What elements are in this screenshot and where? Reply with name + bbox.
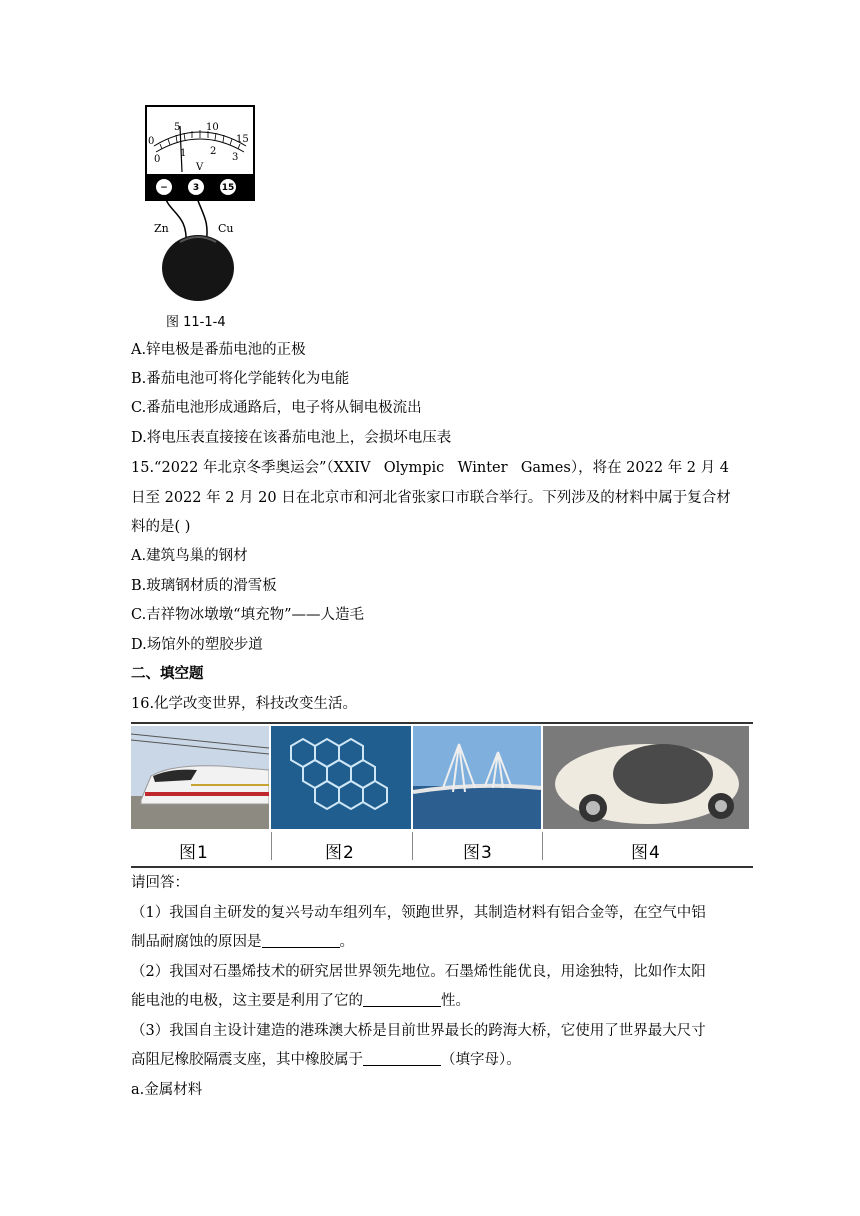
q15-option-d: D.场馆外的塑胶步道 [131,637,263,653]
meter-top-tick-2: 10 [206,122,219,133]
voltmeter-tomato-figure [140,104,266,304]
figure-caption: 图 11-1-4 [166,315,226,330]
q16-choice-a: a.金属材料 [131,1082,203,1098]
q16-part2-line2: 能电池的电极，这主要是利用了它的 性。 [131,993,470,1009]
q15-stem-word: 15.“2022 年北京冬季奥运会”（XXIV [131,460,371,476]
photo-label-1: 图1 [179,843,209,863]
terminal-negative: − [160,183,168,193]
photo-label-4: 图4 [631,843,661,863]
meter-bottom-tick-3: 3 [232,152,239,163]
meter-bottom-tick-2: 2 [210,146,217,157]
q16-stem: 16.化学改变世界，科技改变生活。 [131,696,358,712]
q16-part2-line1: （2）我国对石墨烯技术的研究居世界领先地位。石墨烯性能优良，用途独特，比如作太阳 [131,964,706,980]
meter-bottom-tick-1: 1 [180,148,187,159]
q15-stem-line1 [131,458,729,478]
q14-option-b: B.番茄电池可将化学能转化为电能 [131,371,350,387]
q16-photo-strip [131,722,753,868]
q15-stem-word: Winter [457,460,508,476]
meter-top-tick-3: 15 [236,134,249,145]
copper-label: Cu [218,222,234,235]
q16-part3-line1: （3）我国自主设计建造的港珠澳大桥是目前世界最长的跨海大桥，它使用了世界最大尺寸 [131,1023,706,1039]
meter-unit: V [196,162,204,173]
q14-option-d: D.将电压表直接接在该番茄电池上，会损坏电压表 [131,430,452,446]
q15-option-c: C.吉祥物冰墩墩“填充物”——人造毛 [131,607,365,623]
tomato-icon [162,235,234,301]
bridge-photo [413,726,541,829]
terminal-15: 15 [221,183,235,193]
photo-label-2: 图2 [325,843,355,863]
q16-part1-line1: （1）我国自主研发的复兴号动车组列车，领跑世界，其制造材料有铝合金等，在空气中铝 [131,905,706,921]
q15-stem-line2: 日至 2022 年 2 月 20 日在北京市和河北省张家口市联合举行。下列涉及的材料中属于复合材 [131,490,731,506]
photo-label-3: 图3 [463,843,493,863]
q15-stem-line3: 料的是( ) [131,519,191,535]
q15-stem-word: Olympic [383,460,445,476]
meter-top-tick-0: 0 [148,136,155,147]
q15-stem-word: Games），将在 2022 年 2 月 4 [520,460,729,476]
answer-blank-1[interactable] [262,933,340,948]
zinc-label: Zn [154,222,169,235]
q15-option-b: B.玻璃钢材质的滑雪板 [131,578,277,594]
meter-bottom-tick-0: 0 [154,154,161,165]
q15-option-a: A.建筑鸟巢的钢材 [131,548,248,564]
section-title: 二、填空题 [131,666,204,682]
answer-blank-3[interactable] [363,1051,441,1066]
q14-option-c: C.番茄电池形成通路后，电子将从铜电极流出 [131,400,422,416]
q16-part3-line2: 高阻尼橡胶隔震支座，其中橡胶属于 （填字母）。 [131,1052,521,1068]
answer-blank-2[interactable] [363,992,441,1007]
meter-top-tick-1: 5 [174,122,181,133]
q16-part1-line2: 制品耐腐蚀的原因是 。 [131,934,354,950]
graphene-photo [271,726,411,829]
q16-prompt: 请回答： [131,875,189,891]
train-photo [131,726,269,829]
q14-option-a: A.锌电极是番茄电池的正极 [131,342,306,358]
car-photo [543,726,749,829]
terminal-3: 3 [192,183,200,193]
